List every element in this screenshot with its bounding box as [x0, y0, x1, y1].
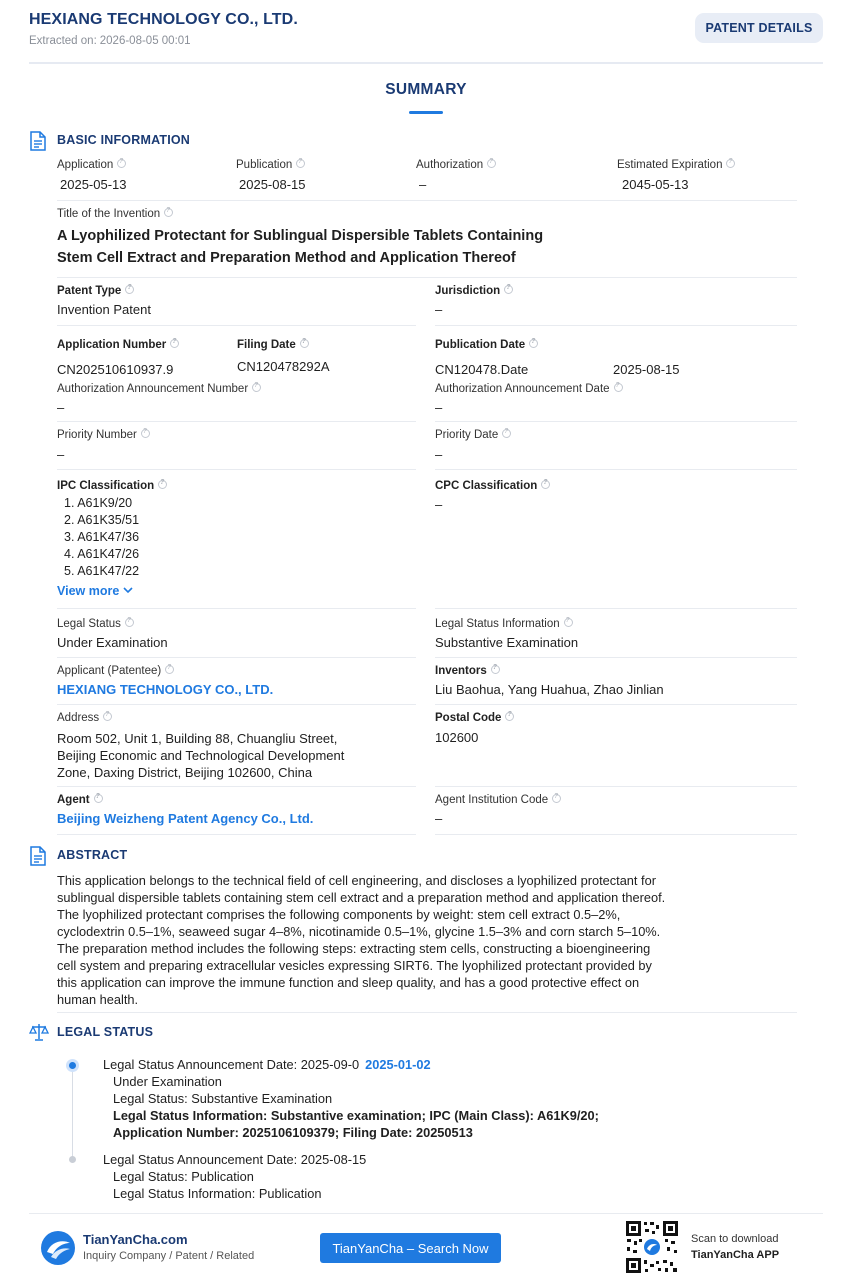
divider: [57, 834, 416, 835]
help-icon[interactable]: [164, 208, 173, 217]
basic-info-heading: BASIC INFORMATION: [57, 133, 191, 147]
address-label: Address?: [57, 712, 112, 724]
help-icon[interactable]: [117, 159, 126, 168]
legal-info-value: Substantive Examination: [435, 635, 579, 650]
help-icon[interactable]: [552, 794, 561, 803]
abstract-text: [57, 872, 747, 1008]
help-icon[interactable]: [103, 712, 112, 721]
inventors-label: Inventors?: [435, 665, 500, 677]
authorization-label: Authorization?: [416, 159, 496, 171]
jurisdiction-value: –: [435, 302, 443, 317]
help-icon[interactable]: [300, 339, 309, 348]
divider: [435, 421, 797, 422]
help-icon[interactable]: [94, 794, 103, 803]
footer-subtitle: Inquiry Company / Patent / Related: [83, 1250, 255, 1262]
legal-entry-line: Legal Status Information: Publication: [113, 1186, 322, 1201]
tianyancha-logo-icon: [40, 1230, 76, 1266]
qr-code-icon: [625, 1220, 679, 1274]
timeline-dot-active: [66, 1059, 79, 1072]
ipc-item: 5. A61K47/22: [64, 564, 140, 578]
scan-text: Scan to download: [691, 1233, 779, 1245]
legal-status-value: Under Examination: [57, 635, 168, 650]
address-line: Room 502, Unit 1, Building 88, Chuangliu Street,: [57, 731, 338, 746]
footer-divider: [29, 1213, 823, 1214]
patent-type-label: Patent Type?: [57, 285, 134, 297]
abstract-line: cyclodextrin 0.5–1%, seaweed sugar 4–8%, nicotinamide 0.5–1%, glycine 1.5–3% and corn starch 5–10%.: [57, 924, 661, 939]
scales-icon: [29, 1022, 49, 1042]
patent-type-value: Invention Patent: [57, 302, 151, 317]
summary-title: SUMMARY: [385, 81, 467, 98]
pub-date-value-2: 2025-08-15: [613, 362, 680, 377]
ipc-item: 2. A61K35/51: [64, 513, 140, 527]
abstract-heading: ABSTRACT: [57, 848, 128, 862]
divider: [57, 200, 797, 201]
application-value: 2025-05-13: [60, 177, 127, 192]
address-line: Zone, Daxing District, Beijing 102600, China: [57, 765, 313, 780]
publication-value: 2025-08-15: [239, 177, 306, 192]
ipc-item: 3. A61K47/36: [64, 530, 140, 544]
divider: [57, 277, 797, 278]
cpc-label: CPC Classification?: [435, 480, 550, 492]
help-icon[interactable]: [170, 339, 179, 348]
summary-underline: [409, 111, 443, 114]
divider: [57, 786, 416, 787]
abstract-line: The preparation method includes the following steps: extracting stem cells, constructing a bioengineering: [57, 941, 651, 956]
legal-entry-line: Legal Status: Substantive Examination: [113, 1091, 333, 1106]
priority-num-label: Priority Number?: [57, 429, 150, 441]
search-now-button[interactable]: TianYanCha – Search Now: [320, 1233, 501, 1263]
abstract-line: this application can improve the immune function and sleep quality, and has a good protective effect on: [57, 975, 640, 990]
app-number-value: CN202510610937.9: [57, 362, 174, 377]
footer-brand: TianYanCha.com: [83, 1232, 188, 1247]
divider: [57, 657, 416, 658]
filing-date-value: CN120478292A: [237, 359, 330, 374]
pub-date-value: CN120478.Date: [435, 362, 529, 377]
jurisdiction-label: Jurisdiction?: [435, 285, 513, 297]
legal-entry-line: Application Number: 2025106109379; Filing Date: 20250513: [113, 1125, 473, 1140]
divider: [57, 704, 416, 705]
divider: [435, 469, 797, 470]
legal-status-label: Legal Status?: [57, 618, 134, 630]
divider: [435, 704, 797, 705]
postal-label: Postal Code?: [435, 712, 514, 724]
application-label: Application?: [57, 159, 126, 171]
divider: [57, 421, 416, 422]
help-icon[interactable]: [529, 339, 538, 348]
help-icon[interactable]: [165, 665, 174, 674]
auth-ann-num-value: –: [57, 400, 65, 415]
help-icon[interactable]: [502, 429, 511, 438]
ipc-list: [64, 495, 139, 580]
help-icon[interactable]: [141, 429, 150, 438]
abstract-line: The lyophilized protectant comprises the following components by weight: stem cell extract 0.5–2%,: [57, 907, 621, 922]
agent-link[interactable]: Beijing Weizheng Patent Agency Co., Ltd.: [57, 811, 314, 826]
legal-entry-date: Legal Status Announcement Date: 2025-08-15: [103, 1152, 367, 1167]
page-header: [0, 0, 852, 62]
legal-entry-date-link[interactable]: 2025-01-02: [365, 1057, 431, 1072]
agent-code-label: Agent Institution Code?: [435, 794, 561, 806]
ipc-label: IPC Classification?: [57, 480, 167, 492]
company-name: HEXIANG TECHNOLOGY CO., LTD.: [29, 11, 298, 28]
priority-num-value: –: [57, 447, 65, 462]
help-icon[interactable]: [726, 159, 735, 168]
help-icon[interactable]: [564, 618, 573, 627]
divider: [57, 325, 416, 326]
abstract-document-icon: [29, 846, 47, 866]
divider: [57, 608, 416, 609]
applicant-link[interactable]: HEXIANG TECHNOLOGY CO., LTD.: [57, 682, 274, 697]
help-icon[interactable]: [541, 480, 550, 489]
divider: [435, 608, 797, 609]
timeline-line: [72, 1066, 73, 1158]
filing-date-label: Filing Date?: [237, 339, 309, 351]
invention-title-line: A Lyophilized Protectant for Sublingual Dispersible Tablets Containing: [57, 228, 544, 244]
legal-info-label: Legal Status Information?: [435, 618, 573, 630]
chevron-down-icon: [123, 586, 133, 594]
inventors-value: Liu Baohua, Yang Huahua, Zhao Jinlian: [435, 682, 664, 697]
invention-title-line: Stem Cell Extract and Preparation Method and Application Thereof: [57, 250, 516, 266]
patent-details-button[interactable]: PATENT DETAILS: [695, 13, 823, 43]
extracted-time: [29, 35, 191, 47]
authorization-value: –: [419, 177, 427, 192]
divider: [57, 469, 416, 470]
help-icon[interactable]: [252, 383, 261, 392]
app-name-text: TianYanCha APP: [691, 1249, 780, 1261]
help-icon[interactable]: [125, 618, 134, 627]
priority-date-label: Priority Date?: [435, 429, 511, 441]
invention-title: [57, 225, 577, 269]
ipc-item: 4. A61K47/26: [64, 547, 140, 561]
divider: [435, 834, 797, 835]
document-icon: [29, 131, 47, 151]
agent-label: Agent?: [57, 794, 103, 806]
auth-ann-date-value: –: [435, 400, 443, 415]
auth-ann-num-label: Authorization Announcement Number?: [57, 383, 261, 395]
expiration-value: 2045-05-13: [622, 177, 689, 192]
extracted-label: Extracted on:: [29, 35, 97, 47]
postal-value: 102600: [435, 730, 479, 745]
abstract-line: This application belongs to the technical field of cell engineering, and discloses a lyophilized protectant for: [57, 873, 656, 888]
app-number-label: Application Number?: [57, 339, 179, 351]
ipc-item: 1. A61K9/20: [64, 496, 133, 510]
title-label: Title of the Invention?: [57, 208, 173, 220]
help-icon[interactable]: [505, 712, 514, 721]
pub-date-label: Publication Date?: [435, 339, 538, 351]
help-icon[interactable]: [614, 383, 623, 392]
timeline-dot: [69, 1156, 76, 1163]
help-icon[interactable]: [487, 159, 496, 168]
abstract-line: human health.: [57, 992, 139, 1007]
address-value: [57, 730, 397, 781]
cpc-value: –: [435, 497, 443, 512]
header-divider: [29, 62, 823, 64]
address-line: Beijing Economic and Technological Development: [57, 748, 345, 763]
divider: [57, 1012, 797, 1013]
divider: [435, 657, 797, 658]
help-icon[interactable]: [491, 665, 500, 674]
publication-label: Publication?: [236, 159, 305, 171]
legal-entry-line: Legal Status Information: Substantive examination; IPC (Main Class): A61K9/20;: [113, 1108, 599, 1123]
agent-code-value: –: [435, 811, 443, 826]
expiration-label: Estimated Expiration?: [617, 159, 735, 171]
divider: [435, 786, 797, 787]
priority-date-value: –: [435, 447, 443, 462]
legal-entry-line: Under Examination: [113, 1074, 222, 1089]
extracted-value: 2026-08-05 00:01: [99, 35, 191, 47]
view-more-link[interactable]: View more: [57, 584, 133, 598]
abstract-line: sublingual dispersible tablets containing stem cell extract and a preparation method and application thereof.: [57, 890, 666, 905]
help-icon[interactable]: [296, 159, 305, 168]
help-icon[interactable]: [125, 285, 134, 294]
help-icon[interactable]: [504, 285, 513, 294]
abstract-line: cell system and preparing extracellular vesicles expressing SIRT6. The lyophilized protectant provided by: [57, 958, 652, 973]
auth-ann-date-label: Authorization Announcement Date?: [435, 383, 623, 395]
legal-status-heading: LEGAL STATUS: [57, 1025, 154, 1039]
divider: [435, 325, 797, 326]
applicant-label: Applicant (Patentee)?: [57, 665, 174, 677]
legal-entry-line: Legal Status: Publication: [113, 1169, 254, 1184]
legal-entry-date: Legal Status Announcement Date: 2025-09-0 2025-01-02: [103, 1057, 431, 1072]
help-icon[interactable]: [158, 480, 167, 489]
